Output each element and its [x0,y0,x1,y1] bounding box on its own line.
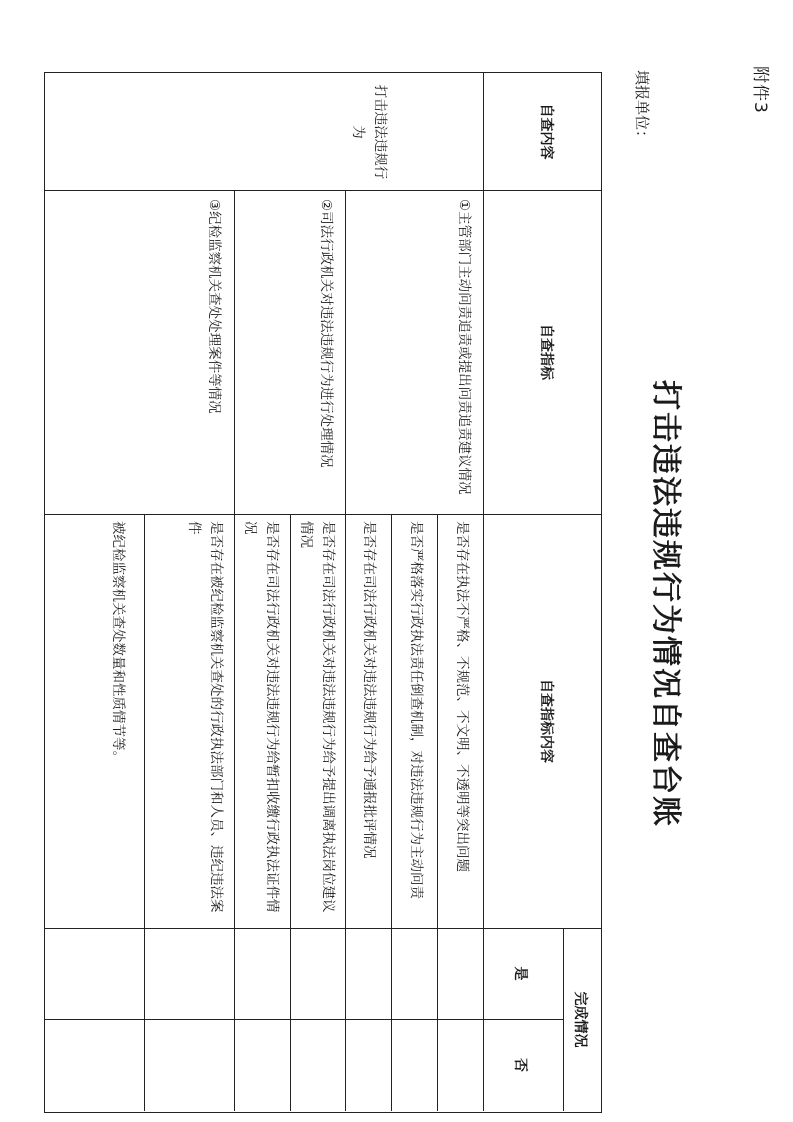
detail-1-3: 是否存在司法行政机关对违法违规行为给予通报批评情况 [361,521,377,859]
detail-1-2: 是否严格落实行政执法责任倒查机制，对违法违规行为主动问责 [408,521,424,899]
header-indicator-detail: 自查指标内容 [538,679,554,763]
check-no-5[interactable] [236,1020,290,1110]
detail-2-2: 是否存在司法行政机关对违法违规行为给暂扣收缴行政执法证件情况 [242,521,280,913]
check-no-2[interactable] [393,1020,437,1110]
header-divider [483,73,484,1111]
check-yes-3[interactable] [347,929,391,1018]
completion-subheader-divider [563,928,564,1111]
header-completion: 完成情况 [572,991,588,1048]
detail-2-1: 是否存在司法行政机关对违法违规行为给予提出调离执法岗位建议情况 [298,521,336,913]
header-indicator: 自查指标 [538,324,554,380]
subrow-divider [391,514,392,1111]
check-yes-2[interactable] [393,929,437,1018]
check-yes-7[interactable] [46,929,144,1018]
col-divider [45,514,601,515]
header-no: 否 [512,1058,528,1072]
row-divider [234,190,235,1111]
check-yes-4[interactable] [292,929,345,1018]
detail-3-2: 被纪检监察机关查处数量和性质情节等。 [110,521,126,764]
check-no-7[interactable] [46,1020,144,1110]
attachment-label: 附件3 [750,66,770,114]
check-no-1[interactable] [439,1020,483,1110]
indicator-3: ③纪检监察机关查处处理案件等情况 [206,199,222,414]
detail-3-1: 是否存在被纪检监察机关查处的行政执法部门和人员、违纪违法案件 [186,521,224,913]
fill-unit-label: 填报单位： [633,70,651,146]
subrow-divider [437,514,438,1111]
check-yes-1[interactable] [439,929,483,1018]
check-no-6[interactable] [146,1020,234,1110]
check-no-3[interactable] [347,1020,391,1110]
subrow-divider [290,514,291,1111]
check-no-4[interactable] [292,1020,345,1110]
row-divider [345,190,346,1111]
header-yes: 是 [512,966,528,981]
detail-1-1: 是否存在执法不严格、不规范、不文明、不透明等突出问题 [454,521,470,872]
col-divider [45,190,601,191]
check-yes-5[interactable] [236,929,290,1018]
header-content: 自查内容 [538,103,554,160]
category-label: 打击违法违规行为 [350,84,388,180]
self-check-table [44,72,602,1113]
page-title: 打击违法违规行为情况自查台账 [648,380,683,828]
subrow-divider [144,514,145,1111]
indicator-2: ②司法行政机关对违法违规行为进行处理情况 [318,199,334,468]
check-yes-6[interactable] [146,929,234,1018]
indicator-1: ①主管部门主动问责追责或提出问责追责建议情况 [456,199,472,495]
